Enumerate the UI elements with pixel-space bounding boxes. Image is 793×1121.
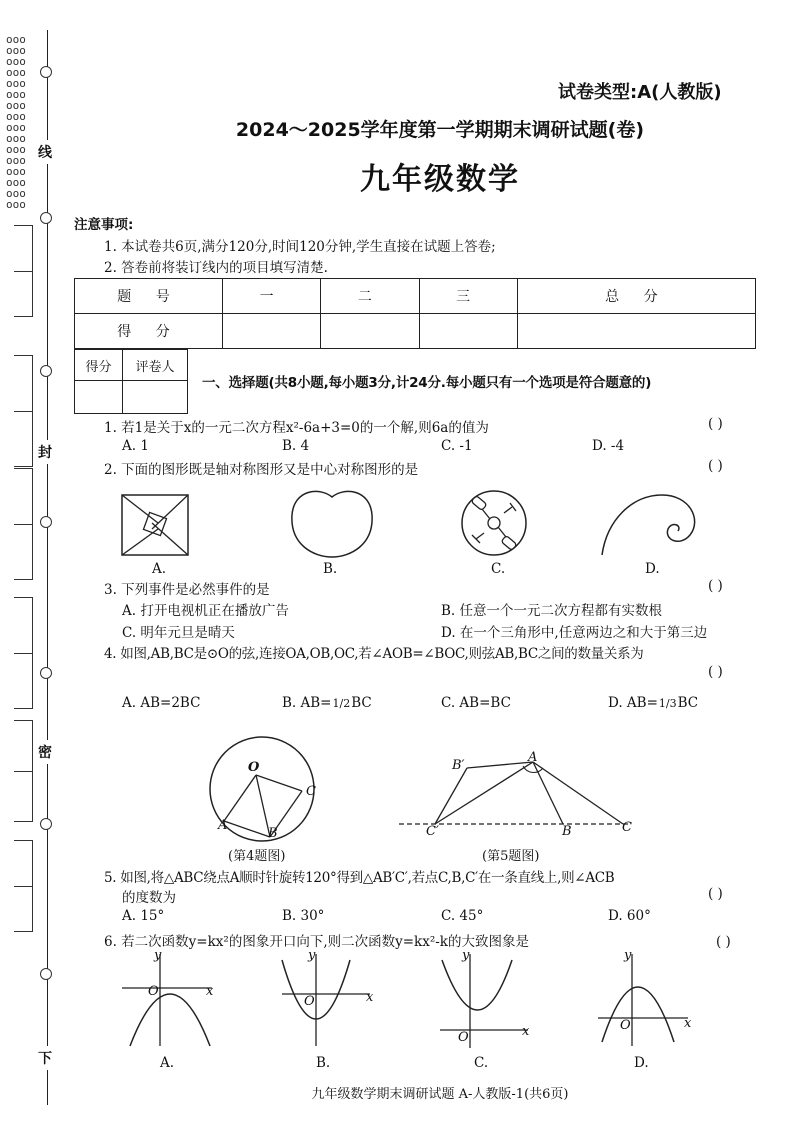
fig5-label-a: A <box>528 750 538 765</box>
fig4-label-c: C <box>306 784 316 799</box>
notes-item: 1. 本试卷共6页,满分120分,时间120分钟,学生直接在试题上答卷; <box>104 239 496 255</box>
fig4-caption: (第4题图) <box>228 849 286 864</box>
q4-bc: BC <box>677 695 699 711</box>
question-5-stem-cont: 的度数为 <box>122 890 176 906</box>
graph-a-y: y <box>154 948 162 963</box>
fig5-label-b-prime: B′ <box>452 758 465 773</box>
pinwheel-square-figure <box>122 495 188 555</box>
binding-dots: ooo ooo ooo ooo ooo ooo ooo ooo ooo ooo ooo ooo ooo ooo ooo ooo <box>6 33 26 211</box>
fraction-third <box>659 698 677 710</box>
binding-field-box[interactable] <box>14 225 33 317</box>
q2-option-c[interactable]: C. <box>491 561 506 577</box>
binding-hole <box>40 968 52 980</box>
binding-field-box[interactable] <box>14 468 33 580</box>
graph-b-o: O <box>304 994 315 1009</box>
binding-char-secret: 密 <box>38 740 52 764</box>
fig5-label-b: B <box>562 824 572 839</box>
q2-option-a[interactable]: A. <box>152 561 167 577</box>
graph-b <box>282 954 370 1046</box>
grader-table <box>74 349 188 414</box>
grader-name-label: 评卷人 <box>123 350 188 381</box>
graph-d <box>598 954 688 1046</box>
q5-option-d[interactable]: D. 60° <box>608 908 651 924</box>
score-table <box>74 278 756 349</box>
cardioid-figure <box>292 491 372 557</box>
answer-paren[interactable]: ( ) <box>708 664 723 680</box>
q4-option-c[interactable]: C. AB=BC <box>441 695 511 711</box>
q2-option-d[interactable]: D. <box>645 561 660 577</box>
answer-paren[interactable]: ( ) <box>708 886 723 902</box>
fig5-label-c-prime: C′ <box>426 824 439 839</box>
fig5-caption: (第5题图) <box>482 849 540 864</box>
graph-c-y: y <box>462 948 470 963</box>
q6-option-b[interactable]: B. <box>316 1055 331 1071</box>
binding-field-box[interactable] <box>14 840 33 932</box>
graph-c-x: x <box>522 1024 530 1039</box>
score-cell[interactable] <box>223 314 321 349</box>
binding-line <box>47 30 48 1105</box>
q1-option-c[interactable]: C. -1 <box>441 438 473 454</box>
spiral-figure <box>602 495 695 555</box>
grader-score-cell[interactable] <box>75 381 123 414</box>
binding-hole <box>40 516 52 528</box>
grader-score-label: 得分 <box>75 350 123 381</box>
graph-b-x: x <box>366 990 374 1005</box>
question-1-stem: 1. 若1是关于x的一元二次方程x²-6a+3=0的一个解,则6a的值为 <box>104 420 489 436</box>
q5-option-b[interactable]: B. 30° <box>282 908 325 924</box>
fig4-label-b: B <box>268 826 278 841</box>
exam-title: 2024～2025学年度第一学期期末调研试题(卷) <box>235 119 645 141</box>
circle-emblem-figure <box>462 491 526 555</box>
answer-paren[interactable]: ( ) <box>708 578 723 594</box>
binding-char-below: 下 <box>38 1046 52 1070</box>
answer-paren[interactable]: ( ) <box>716 934 731 950</box>
binding-hole <box>40 667 52 679</box>
q4-option-a[interactable]: A. AB=2BC <box>122 695 201 711</box>
section-heading: 一、选择题(共8小题,每小题3分,计24分.每小题只有一个选项是符合题意的) <box>202 375 652 391</box>
graph-d-o: O <box>620 1018 631 1033</box>
q3-option-d[interactable]: D. 在一个三角形中,任意两边之和大于第三边 <box>441 625 708 641</box>
answer-paren[interactable]: ( ) <box>708 416 723 432</box>
q1-option-a[interactable]: A. 1 <box>122 438 149 454</box>
score-header: 二 <box>321 279 419 314</box>
score-row-label: 得 分 <box>75 314 223 349</box>
binding-hole <box>40 66 52 78</box>
fraction-value: 1/3 <box>658 696 677 710</box>
binding-hole <box>40 212 52 224</box>
score-cell[interactable] <box>321 314 419 349</box>
q4-option-b[interactable] <box>282 695 372 711</box>
notes-heading: 注意事项: <box>74 217 134 233</box>
fraction-half <box>333 698 351 710</box>
score-header: 一 <box>223 279 321 314</box>
graph-b-y: y <box>308 948 316 963</box>
score-header: 题 号 <box>75 279 223 314</box>
q4-option-d[interactable] <box>608 695 698 711</box>
grader-name-cell[interactable] <box>123 381 188 414</box>
q2-figures <box>112 485 712 565</box>
subject-title: 九年级数学 <box>360 162 520 197</box>
binding-field-box[interactable] <box>14 720 33 822</box>
q6-option-d[interactable]: D. <box>634 1055 649 1071</box>
score-cell[interactable] <box>419 314 517 349</box>
graph-c <box>440 954 528 1048</box>
q4-option-b-text: B. AB= <box>282 695 332 711</box>
score-header: 三 <box>419 279 517 314</box>
q3-option-a[interactable]: A. 打开电视机正在播放广告 <box>122 603 289 619</box>
fraction-value: 1/2 <box>332 696 351 710</box>
q3-option-c[interactable]: C. 明年元旦是晴天 <box>122 625 235 641</box>
q1-option-b[interactable]: B. 4 <box>282 438 310 454</box>
paper-type: 试卷类型:A(人教版) <box>558 82 722 103</box>
q3-option-b[interactable]: B. 任意一个一元二次方程都有实数根 <box>441 603 663 619</box>
question-4-stem: 4. 如图,AB,BC是⊙O的弦,连接OA,OB,OC,若∠AOB=∠BOC,则弦AB,BC之间的数量关系为 <box>104 646 644 662</box>
fig4-label-a: A <box>218 818 228 833</box>
binding-field-box[interactable] <box>14 597 33 709</box>
q5-option-c[interactable]: C. 45° <box>441 908 484 924</box>
answer-paren[interactable]: ( ) <box>708 458 723 474</box>
page-footer: 九年级数学期末调研试题 A-人教版-1(共6页) <box>311 1087 569 1102</box>
graph-a-x: x <box>206 984 214 999</box>
q6-option-a[interactable]: A. <box>160 1055 175 1071</box>
graph-d-y: y <box>624 948 632 963</box>
graph-c-o: O <box>458 1030 469 1045</box>
binding-char-line: 线 <box>38 140 52 164</box>
score-cell[interactable] <box>517 314 755 349</box>
question-3-stem: 3. 下列事件是必然事件的是 <box>104 582 270 598</box>
binding-field-box[interactable] <box>14 355 33 467</box>
fig5-label-c: C <box>622 820 632 835</box>
question-5-stem: 5. 如图,将△ABC绕点A顺时针旋转120°得到△AB′C′,若点C,B,C′在一条直线上,则∠ACB <box>104 870 615 886</box>
q5-option-a[interactable]: A. 15° <box>122 908 165 924</box>
q6-graphs <box>120 950 720 1050</box>
binding-hole <box>40 818 52 830</box>
notes-item: 2. 答卷前将装订线内的项目填写清楚. <box>104 260 328 276</box>
graph-d-x: x <box>684 1016 692 1031</box>
q4-option-d-text: D. AB= <box>608 695 658 711</box>
q2-option-b[interactable]: B. <box>323 561 338 577</box>
binding-hole <box>40 365 52 377</box>
q1-option-d[interactable]: D. -4 <box>592 438 625 454</box>
binding-char-seal: 封 <box>38 440 52 464</box>
graph-a-o: O <box>148 984 159 999</box>
graph-a <box>122 954 212 1046</box>
score-header: 总 分 <box>517 279 755 314</box>
question-6-stem: 6. 若二次函数y=kx²的图象开口向下,则二次函数y=kx²-k的大致图象是 <box>104 934 529 950</box>
q6-option-c[interactable]: C. <box>474 1055 489 1071</box>
question-2-stem: 2. 下面的图形既是轴对称图形又是中心对称图形的是 <box>104 462 419 478</box>
fig4-label-o: O <box>248 760 260 775</box>
q4-bc: BC <box>351 695 372 711</box>
